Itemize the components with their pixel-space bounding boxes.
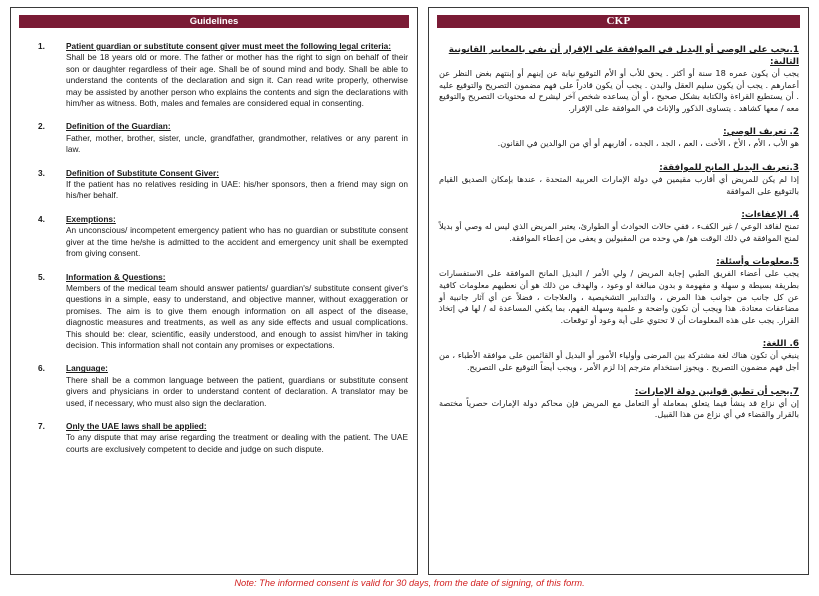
ckp-text: إذا لم يكن للمريض أي أقارب مقيمين في دولة الإمارات العربية المتحدة ، عندها بإمكان الصديق القيام بالتوقيع على الموافقة — [439, 173, 799, 196]
ckp-heading: 5.معلومات وأسئلة: — [716, 257, 799, 268]
guideline-item-5 — [11, 272, 417, 352]
guideline-text: An unconscious/ incompetent emergency patient who has no guardian or substitute consent giver at the time he/she is admitted to the accident and emergency unit shall be exempted from giving consent. — [66, 225, 408, 259]
guideline-item-3 — [11, 168, 417, 202]
ckp-text: إن أي نزاع قد ينشأ فيما يتعلق بمعاملة أو التعامل مع المريض فإن محاكم دولة الإمارات حصرياً مختصة بالقرار والقضاء في أي نزاع من هذا القبيل. — [439, 397, 799, 420]
ckp-text: تمنح لفاقد الوعي / غير الكفء ، ففي حالات الحوادث أو الطوارئ، يعتبر المريض الذي ليس له وصي أو بديلاً لمنح الموافقة في ذلك الوقت هو/ هي وحده من المقبولين و يعفى من إعطاء الموافقة. — [439, 221, 799, 243]
guideline-text: There shall be a common language between the patient, guardians or substitute consent givers and physicians in order to understand content of declaration. A translator may be used, if necessary, who must also sign the declaration. — [66, 374, 408, 408]
guideline-item-1 — [11, 41, 417, 109]
guideline-heading: Definition of Substitute Consent Giver: — [66, 167, 220, 178]
guideline-number: 2. — [38, 121, 45, 132]
guideline-heading: Patient guardian or substitute consent giver must meet the following legal criteria: — [66, 41, 392, 51]
guidelines-list — [11, 41, 417, 455]
ckp-heading: 1.يجب على الوصي أو البديل في الموافقة على الإقرار أن يفي بالمعايير القانونية التالية: — [448, 45, 799, 67]
ckp-text: يجب أن يكون عمره 18 سنة أو أكثر . يحق للأب أو الأم التوقيع نيابة عن إبنهم أو إبنتهم بغض النظر عن أعمارهم . يجب أن يكون سليم العقل والبدن . يجب أن يكون قادراً على فهم مضمون التصريح والتوقيع عليه . أن يستطيع القراءة والكتابة بشكل صحيح ، أو أن يساعده شخص آخر ليشرح له محتويات التصريح والتوقيع معه / معها كشاهد . يتساوى الذكور والإناث في الموافقة على الإقرار. — [439, 68, 799, 113]
ckp-section-3 — [439, 162, 799, 197]
ckp-section-7 — [439, 386, 799, 421]
guidelines-title: Guidelines — [19, 15, 409, 28]
ckp-section-6 — [439, 338, 799, 373]
guideline-heading: Language: — [66, 363, 108, 374]
guidelines-panel — [10, 7, 418, 575]
ckp-panel — [428, 7, 809, 575]
ckp-section-2 — [439, 126, 799, 150]
ckp-text: هو الأب ، الأم ، الأخ ، الأخت ، العم ، الجد ، الجده ، أقاربهم أو أي من الوالدين في القانون. — [497, 138, 799, 149]
guideline-heading: Definition of the Guardian: — [66, 121, 171, 132]
ckp-text: يجب على أعضاء الفريق الطبي إجابة المريض / ولي الأمر / البديل المانح الموافقة على الاستفسارات بطريقة بسيطة و سهلة و مفهومة و بدون مبالغة او وعود ، والهدف من ذلك هو أن نعطيهم معلومات كافية عن كل جانب من جوانب هذا المرض ، والتدابير التشخيصية ، والعلاجات ، فضلاً عن أي آثار جانبية أو مضاعفات معتادة. هذا ويجب أن تكون واضحة و علمية وسهلة الفهم، بما يكفي المساعدة له / لها في إتخاذ القرار. يجب على هذه المعلومات أن لا تحتوي على أية وعود أو توقعات. — [439, 268, 799, 325]
guideline-number: 3. — [38, 167, 45, 178]
guideline-heading: Exemptions: — [66, 213, 116, 224]
validity-note: Note: The informed consent is valid for 30 days, from the date of signing, of this form. — [234, 578, 585, 588]
guideline-item-2 — [11, 121, 417, 155]
ckp-list — [439, 44, 799, 421]
ckp-heading: 4. الإعفاءات: — [741, 210, 799, 221]
guideline-item-4 — [11, 214, 417, 260]
ckp-heading: 6. اللغة: — [762, 339, 799, 350]
guideline-text: Members of the medical team should answer patients/ guardian's/ substitute consent giver's questions in a simple, easy to understand, and objective manner, without exaggeration or promises. The aim is to give them enough information on all aspect of the disease, diagnostic measures and treatments, as well as any side effects and usual complications. This should be: clear, scientific, easily understood, and enough to assist him/her in taking decision. This information shall not contain any promises or expectations. — [66, 282, 408, 350]
guideline-item-6 — [11, 363, 417, 409]
ckp-section-4 — [439, 209, 799, 244]
guideline-number: 4. — [38, 213, 45, 224]
guideline-heading: Only the UAE laws shall be applied: — [66, 420, 207, 431]
ckp-heading: 3.تعريف البديل المانح للموافقة: — [659, 162, 799, 173]
guideline-text: Father, mother, brother, sister, uncle, grandfather, grandmother, relatives or any parent in law. — [66, 132, 408, 155]
guideline-text: Shall be 18 years old or more. The father or mother has the right to sign on behalf of their son or daughter regardless of their age. Shall be of sound mind and body. Shall be able to understand the contents of the declaration and sign it. Can read write properly, otherwise may be assisted by another person who explains the contents and sign the declarations with him/her as witness. Both, males and females are considered equal in consenting. — [66, 52, 408, 109]
guideline-number: 7. — [38, 420, 45, 431]
ckp-section-5 — [439, 256, 799, 326]
guideline-number: 1. — [38, 41, 45, 51]
guideline-item-7 — [11, 421, 417, 455]
guideline-text: To any dispute that may arise regarding the treatment or dealing with the patient. The UAE courts are exclusively competent to decide and judge on such dispute. — [66, 432, 408, 454]
ckp-title: CKP — [437, 15, 800, 28]
ckp-text: ينبغي أن تكون هناك لغة مشتركة بين المرضى وأولياء الأمور أو البديل أو القائمين على موافقة الأطباء ، من أجل فهم مضمون التصريح . ويجوز استخدام مترجم إذا لزم الأمر ، ويجب أيضاً التوقيع على التصريح. — [439, 350, 799, 372]
ckp-heading: 2. تعريف الوصي: — [723, 127, 799, 138]
guideline-number: 6. — [38, 363, 45, 374]
guideline-text: If the patient has no relatives residing in UAE: his/her sponsors, then a friend may sign on his/her behalf. — [66, 179, 408, 201]
ckp-section-1 — [439, 44, 799, 114]
guideline-heading: Information & Questions: — [66, 271, 166, 282]
ckp-heading: 7.يجب أن تطبق قوانين دولة الإمارات: — [634, 386, 799, 397]
guideline-number: 5. — [38, 271, 45, 282]
